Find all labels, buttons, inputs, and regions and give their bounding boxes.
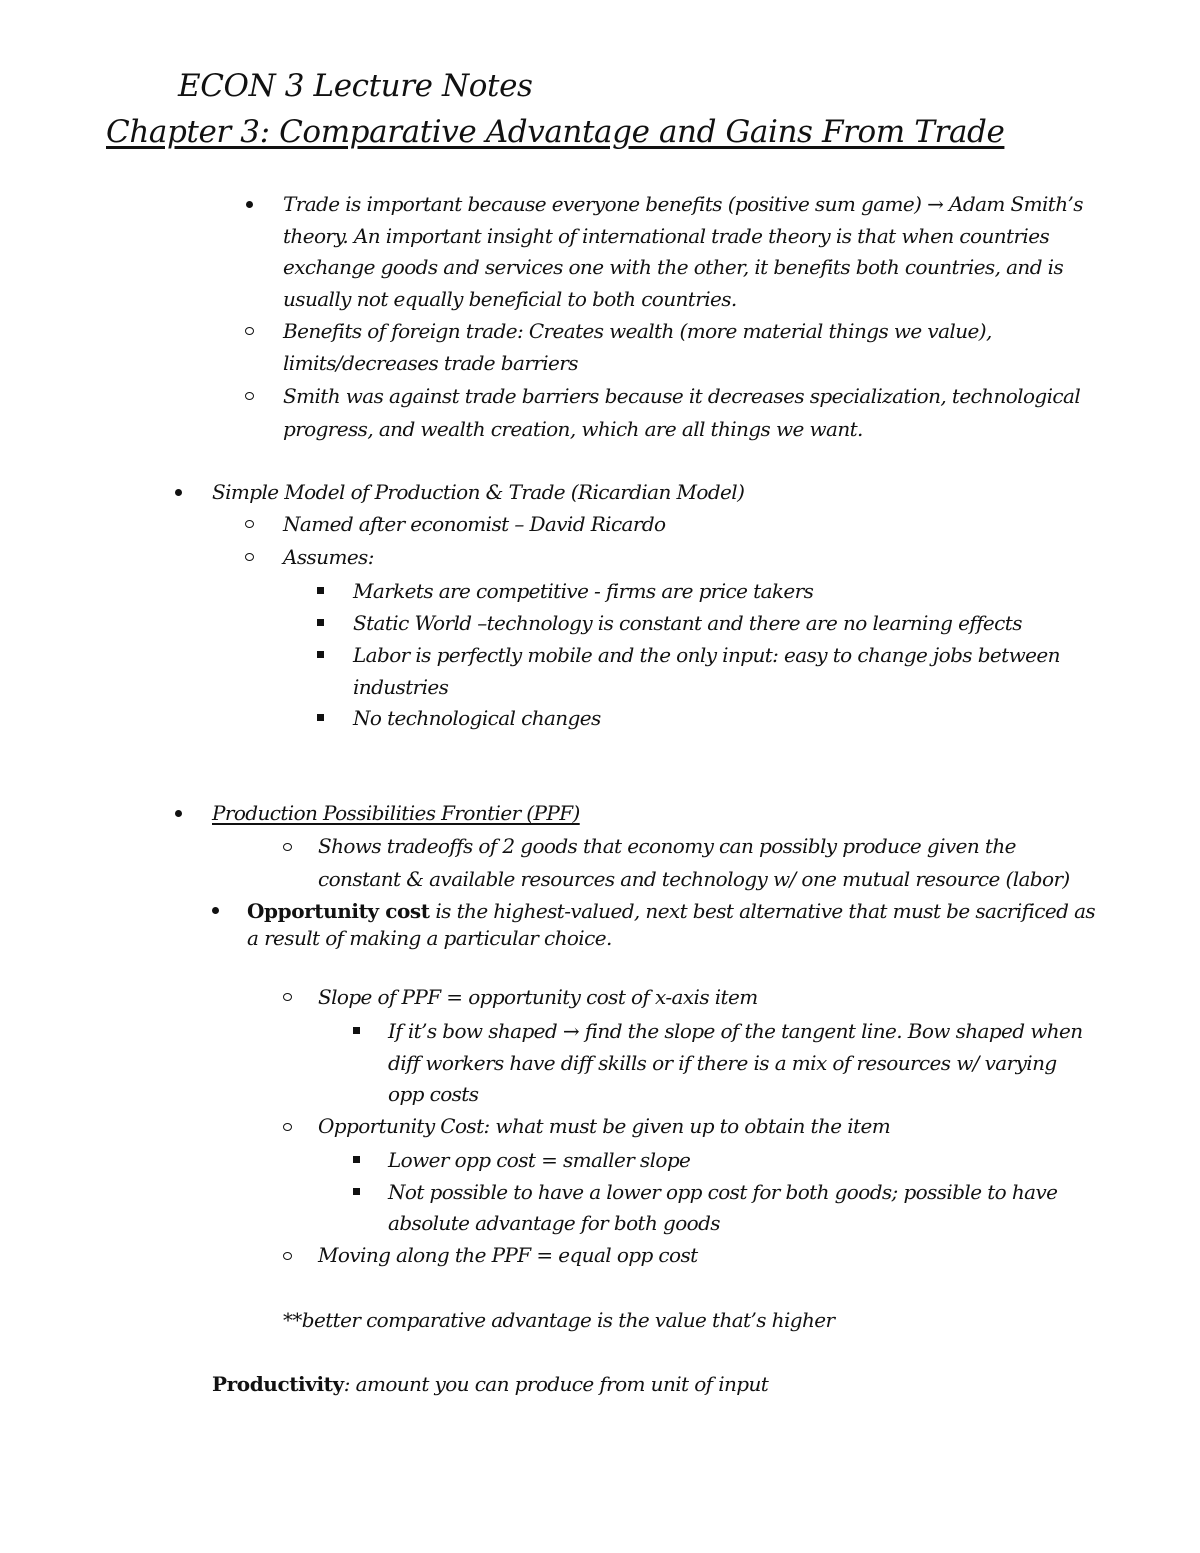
model-heading: Simple Model of Production & Trade (Ricardian Model) (212, 480, 745, 504)
ppf-shows-line-1: Shows tradeoffs of 2 goods that economy can possibly produce given the (318, 834, 1016, 858)
right-arrow-icon: → (562, 1019, 580, 1043)
lower-opp-cost: Lower opp cost = smaller slope (388, 1148, 691, 1172)
opp-cost-definition: Opportunity Cost: what must be given up to obtain the item (318, 1114, 891, 1138)
square-bullet-icon (353, 1156, 360, 1163)
sub-bullet-icon (245, 392, 254, 400)
assumption-competitive: Markets are competitive - firms are price takers (353, 579, 814, 603)
moving-along-ppf: Moving along the PPF = equal opp cost (318, 1243, 698, 1267)
trade-line-1: Trade is important because everyone benefits (positive sum game) → Adam Smith’s (283, 192, 1083, 216)
not-possible-line-2: absolute advantage for both goods (388, 1211, 720, 1235)
bow-shaped-line-3: opp costs (388, 1082, 479, 1106)
productivity-definition: Productivity: amount you can produce from unit of input (212, 1372, 769, 1396)
ppf-slope: Slope of PPF = opportunity cost of x-axis item (318, 985, 758, 1009)
bullet-icon (246, 201, 253, 208)
sub-bullet-icon (245, 553, 254, 561)
bullet-icon (175, 489, 182, 496)
bow-shaped-line-2: diff workers have diff skills or if there is a mix of resources w/ varying (388, 1051, 1057, 1075)
opportunity-cost-line-1: Opportunity cost is the highest-valued, next best alternative that must be sacrificed as (247, 899, 1096, 923)
document-title: ECON 3 Lecture Notes (178, 68, 533, 104)
assumption-static-world: Static World –technology is constant and there are no learning effects (353, 611, 1022, 635)
assumption-no-tech-change: No technological changes (353, 706, 601, 730)
square-bullet-icon (317, 651, 324, 658)
not-possible-line-1: Not possible to have a lower opp cost for both goods; possible to have (388, 1180, 1058, 1204)
opportunity-cost-term: Opportunity cost (247, 899, 430, 923)
sub-bullet-icon (283, 993, 292, 1001)
square-bullet-icon (353, 1027, 360, 1034)
assumption-labor-line-1: Labor is perfectly mobile and the only input: easy to change jobs between (353, 643, 1060, 667)
right-arrow-icon: → (927, 192, 944, 216)
sub-bullet-icon (245, 327, 254, 335)
trade-line-4: usually not equally beneficial to both countries. (283, 287, 737, 311)
named-after: Named after economist – David Ricardo (283, 512, 666, 536)
square-bullet-icon (317, 619, 324, 626)
smith-line-1: Smith was against trade barriers because it decreases specialization, technological (283, 384, 1081, 408)
sub-bullet-icon (283, 1123, 292, 1131)
sub-bullet-icon (283, 843, 292, 851)
benefits-line-1: Benefits of foreign trade: Creates wealth (more material things we value), (283, 319, 992, 343)
square-bullet-icon (353, 1188, 360, 1195)
comparative-advantage-note: **better comparative advantage is the value that’s higher (283, 1308, 835, 1332)
benefits-line-2: limits/decreases trade barriers (283, 351, 578, 375)
smith-line-2: progress, and wealth creation, which are all things we want. (283, 417, 863, 441)
sub-bullet-icon (245, 520, 254, 528)
square-bullet-icon (317, 714, 324, 721)
assumes-label: Assumes: (283, 545, 374, 569)
ppf-shows-line-2: constant & available resources and technology w/ one mutual resource (labor) (318, 867, 1070, 891)
square-bullet-icon (317, 587, 324, 594)
trade-line-3: exchange goods and services one with the other, it benefits both countries, and is (283, 255, 1064, 279)
trade-line-2: theory. An important insight of international trade theory is that when countries (283, 224, 1050, 248)
opportunity-cost-line-2: a result of making a particular choice. (247, 926, 612, 950)
assumption-labor-line-2: industries (353, 675, 449, 699)
bullet-icon (175, 810, 182, 817)
ppf-heading: Production Possibilities Frontier (PPF) (212, 801, 580, 825)
sub-bullet-icon (283, 1252, 292, 1260)
bullet-icon (212, 907, 219, 914)
bow-shaped-line-1: If it’s bow shaped → find the slope of the tangent line. Bow shaped when (388, 1019, 1083, 1043)
chapter-heading: Chapter 3: Comparative Advantage and Gains From Trade (106, 114, 1005, 150)
productivity-term: Productivity (212, 1372, 344, 1396)
